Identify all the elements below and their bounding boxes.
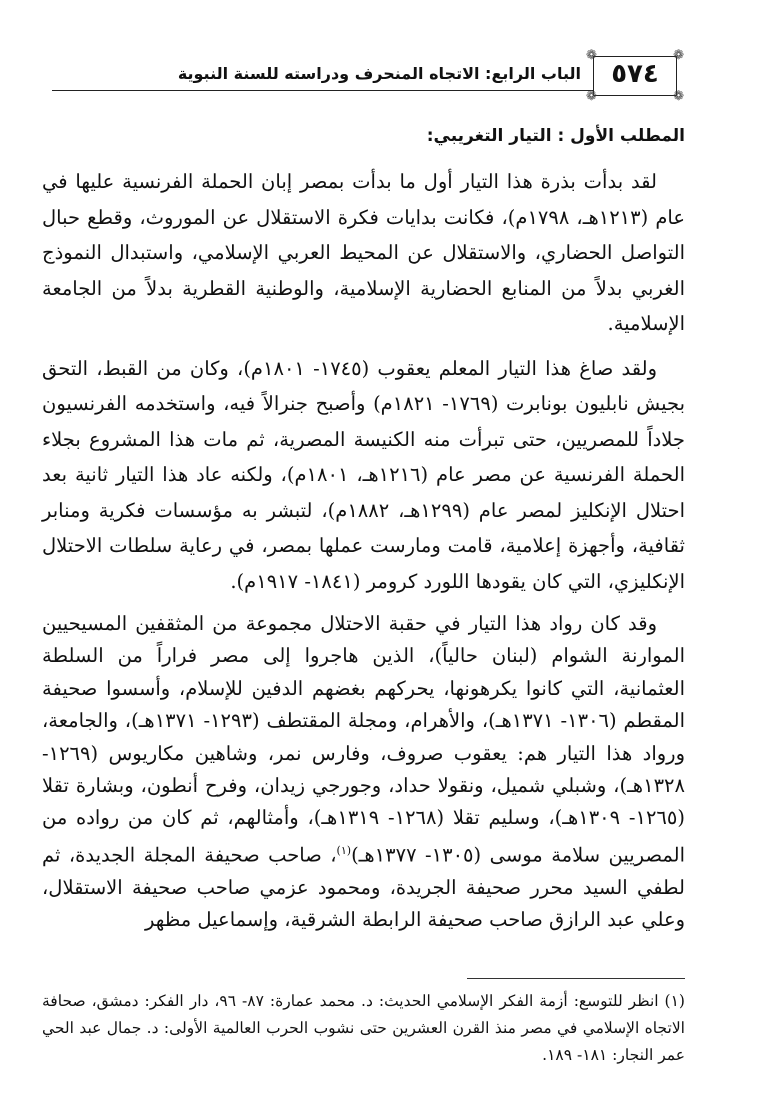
paragraph-3-continuation: ، صاحب صحيفة المجلة الجديدة، ثم لطفي السيد محرر صحيفة الجريدة، ومحمود عزمي صاحب صحيفة الاستقلال، وعلي عبد الرازق صاحب صحيفة الرابطة الشرقية، وإسماعيل مظهر <box>42 843 685 932</box>
paragraph-1: لقد بدأت بذرة هذا التيار أول ما بدأت بمصر إبان الحملة الفرنسية عليها في عام (١٢١٣هـ، ١٧٩٨م)، فكانت بدايات فكرة الاستقلال عن الموروث، وقطع حبال التواصل الحضاري، والاستقلال عن المحيط العربي الإسلامي، واستبدال النموذج الغربي بدلاً من المنابع الحضارية الإسلامية، والوطنية القطرية بدلاً من الجامعة الإسلامية. <box>42 170 685 335</box>
header-rule <box>52 90 657 91</box>
footnote-reference: (١) <box>336 843 352 857</box>
corner-ornament-icon: ❁ <box>586 48 597 63</box>
page-number-frame <box>586 48 684 104</box>
paragraph-3 <box>42 608 685 937</box>
page-number: ٥٧٤ <box>611 59 659 89</box>
section-title: المطلب الأول : التيار التغريبي: <box>426 126 685 146</box>
footnote-separator <box>467 978 685 979</box>
paragraph-2: ولقد صاغ هذا التيار المعلم يعقوب (١٧٤٥- ١٨٠١م)، وكان من القبط، التحق بجيش نابليون بونابرت (١٧٦٩- ١٨٢١م) وأصبح جنرالاً فيه، واستخدمه الفرنسيون جلاداً للمصريين، حتى تبرأت منه الكنيسة المصرية، ثم مات هذا المشروع بجلاء الحملة الفرنسية عن مصر عام (١٢١٦هـ، ١٨٠١م)، ولكنه عاد هذا التيار ثانية بعد احتلال الإنكليز لمصر عام (١٢٩٩هـ، ١٨٨٢م)، لتبشر به مؤسسات فكرية ومنابر ثقافية، وأجهزة إعلامية، قامت ومارست عملها بمصر، في رعاية سلطات الاحتلال الإنكليزي، التي كان يقودها اللورد كرومر (١٨٤١- ١٩١٧م). <box>42 356 686 593</box>
page-body <box>42 122 685 946</box>
corner-ornament-icon: ❁ <box>673 89 684 104</box>
footnote: (١) انظر للتوسع: أزمة الفكر الإسلامي الحديث: د. محمد عمارة: ٨٧- ٩٦، دار الفكر: دمشق، صحافة الاتجاه الإسلامي في مصر منذ القرن العشرين حتى نشوب الحرب العالمية الأولى: د. جمال عبد الحي عمر النجار: ١٨١- ١٨٩. <box>42 992 685 1064</box>
paragraph-3-text: وقد كان رواد هذا التيار في حقبة الاحتلال مجموعة من المثقفين المسيحيين الموارنة الشوام (لبنان حالياً)، الذين هاجروا إلى مصر فراراً من السلطة العثمانية، التي كانوا يكرهونها، يحركهم بغضهم الدفين للإسلام، وأسسوا صحيفة المقطم (١٣٠٦- ١٣٧١هـ)، والأهرام، ومجلة المقتطف (١٢٩٣- ١٣٧١هـ)، والجامعة، ورواد هذا التيار هم: يعقوب صروف، وفارس نمر، وشاهين مكاريوس (١٢٦٩- ١٣٢٨هـ)، وشبلي شميل، ونقولا حداد، وجورجي زيدان، وفرح أنطون، وبشارة تقلا (١٢٦٥- ١٣٠٩هـ)، وسليم تقلا (١٢٦٨- ١٣١٩هـ)، وأمثالهم، ثم كان من رواده من المصريين سلامة موسى (١٣٠٥- ١٣٧٧هـ) <box>42 612 685 867</box>
running-title: الباب الرابع: الاتجاه المنحرف ودراسته للسنة النبوية <box>177 64 581 83</box>
corner-ornament-icon: ❁ <box>673 48 684 63</box>
corner-ornament-icon: ❁ <box>586 89 597 104</box>
